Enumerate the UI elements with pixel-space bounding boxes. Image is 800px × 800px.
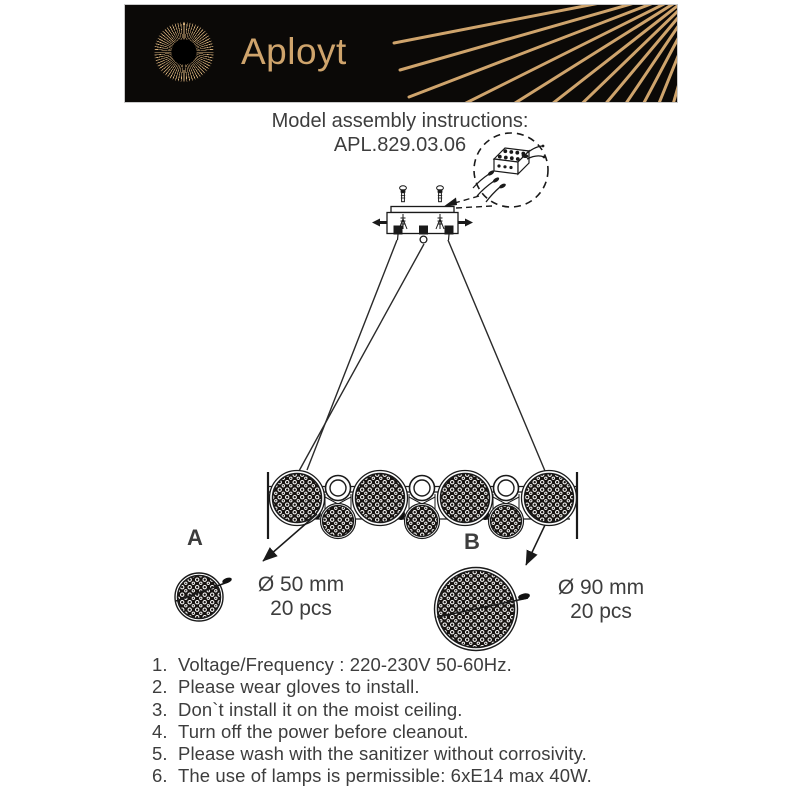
instruction-number: 6. xyxy=(152,765,168,787)
ring-element-icon xyxy=(326,476,519,501)
part-b-quantity: 20 pcs xyxy=(570,600,632,623)
instruction-item xyxy=(152,721,712,743)
brand-banner xyxy=(125,5,677,102)
instruction-number: 3. xyxy=(152,698,168,720)
part-b-sample-drawing xyxy=(435,568,531,651)
instruction-number: 4. xyxy=(152,720,168,742)
instruction-text: The use of lamps is permissible: 6xE14 max 40W. xyxy=(178,765,592,787)
part-a-diameter: Ø 50 mm xyxy=(257,573,345,596)
mount-screw-icon xyxy=(437,186,444,202)
instruction-item xyxy=(152,699,712,721)
instruction-number: 2. xyxy=(152,676,168,698)
instruction-item xyxy=(152,676,712,698)
large-crystal-ball-icon xyxy=(270,471,577,526)
part-a-leader-arrow xyxy=(263,514,317,561)
mount-screw-icon xyxy=(400,186,407,202)
side-arrow-icon xyxy=(372,219,473,227)
instruction-item xyxy=(152,654,712,676)
title-line-1: Model assembly instructions: xyxy=(271,110,529,132)
part-a-label: A xyxy=(187,525,203,550)
instruction-text: Don`t install it on the moist ceiling. xyxy=(178,698,463,720)
brand-name: Aployt xyxy=(241,31,347,72)
instruction-number: 5. xyxy=(152,743,168,765)
instruction-item xyxy=(152,743,712,765)
part-b-leader-arrow xyxy=(526,525,545,565)
title-line-2: APL.829.03.06 xyxy=(333,134,467,156)
page-title xyxy=(0,109,800,157)
instructions-list xyxy=(152,654,712,788)
suspension-cables-drawing xyxy=(299,240,545,471)
instruction-number: 1. xyxy=(152,654,168,675)
leader-arrows xyxy=(263,514,545,565)
ceiling-mount-drawing xyxy=(372,186,473,243)
part-a-sample-drawing xyxy=(175,573,233,621)
instruction-text: Turn off the power before cleanout. xyxy=(178,720,469,742)
part-b-diameter: Ø 90 mm xyxy=(557,576,645,599)
small-crystal-ball-icon xyxy=(321,504,524,539)
instruction-item xyxy=(152,765,712,787)
corner-rays-decoration xyxy=(125,5,677,102)
part-a-quantity: 20 pcs xyxy=(270,597,332,620)
instruction-text: Please wear gloves to install. xyxy=(178,676,420,698)
part-b-label: B xyxy=(464,529,480,554)
instruction-text: Please wash with the sanitizer without corrosivity. xyxy=(178,743,587,765)
chandelier-drawing xyxy=(267,471,578,540)
instruction-text: Voltage/Frequency : 220-230V 50-60Hz. xyxy=(178,654,512,675)
